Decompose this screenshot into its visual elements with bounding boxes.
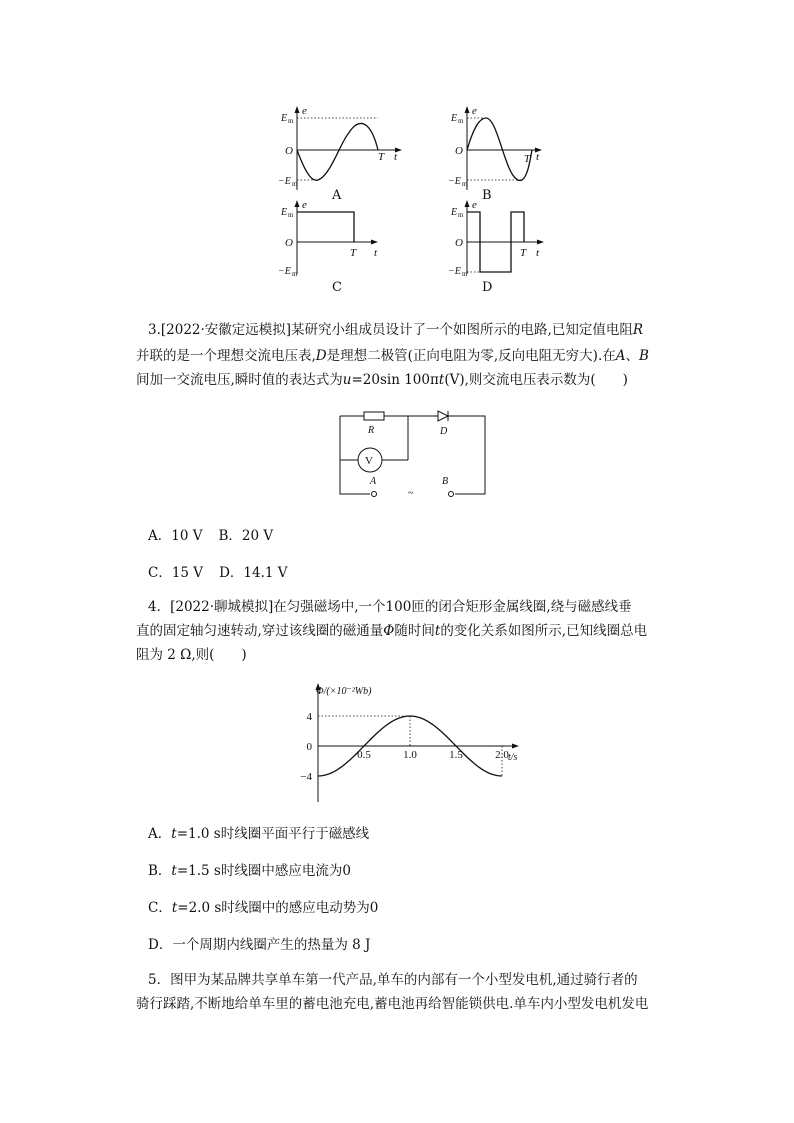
e-axis-label: e: [472, 199, 477, 211]
q3-option-c: C．15 V: [148, 565, 204, 581]
t-axis-label: t: [374, 247, 378, 259]
x-tick-label: 1.0: [403, 749, 417, 761]
q5-line-2: 骑行踩踏,不断地给单车里的蓄电池充电,蓄电池再给智能锁供电.单车内小型发电机发电: [136, 996, 649, 1012]
x-tick-label: 0.5: [357, 749, 371, 761]
neg-em-sub: m: [462, 270, 468, 276]
x-axis-label: t/s: [508, 752, 518, 763]
graph-d: [448, 198, 578, 276]
q3-option-a: A．10 V: [148, 528, 203, 544]
T-label: T: [524, 153, 531, 165]
q4-option-a: A．t=1.0 s时线圈平面平行于磁感线: [148, 826, 370, 842]
label-a: A: [370, 476, 377, 487]
terminal-b: [449, 492, 454, 497]
neg-em-label: −E: [448, 176, 461, 187]
q3-line-1: 3.[2022·安徽定远模拟]某研究小组成员设计了一个如图所示的电路,已知定值电阻R: [148, 322, 644, 338]
neg-em-sub: m: [292, 180, 298, 188]
neg-em-label: −E: [278, 176, 291, 187]
y-axis-label: Φ/(×10⁻²Wb): [316, 686, 372, 697]
e-axis-label: e: [302, 105, 307, 117]
neg-em-sub: m: [292, 270, 298, 276]
t-axis-label: t: [536, 247, 540, 259]
ac-tilde: ~: [408, 488, 414, 499]
resistor: [364, 412, 384, 420]
origin-label: O: [455, 145, 463, 157]
circuit-diagram: [330, 408, 495, 503]
q4-line-1: 4．[2022·聊城模拟]在匀强磁场中,一个100匝的闭合矩形金属线圈,绕与磁感线垂: [148, 599, 632, 615]
q4-line-2: 直的固定轴匀速转动,穿过该线圈的磁通量Φ随时间t的变化关系如图所示,已知线圈总电: [136, 623, 648, 639]
label-r: R: [368, 425, 375, 436]
neg-em-label: −E: [448, 266, 461, 276]
t-axis-label: t: [394, 151, 398, 163]
q3-options-row-2: [148, 561, 288, 581]
y-tick-label: 4: [306, 711, 312, 723]
em-label: E: [281, 207, 288, 218]
neg-em-sub: m: [462, 180, 468, 188]
q4-option-c: C．t=2.0 s时线圈中的感应电动势为0: [148, 900, 379, 916]
em-label: E: [451, 207, 458, 218]
neg-em-label: −E: [278, 266, 291, 276]
q3-option-b: B．20 V: [218, 528, 274, 544]
em-sub: m: [288, 117, 294, 125]
em-sub: m: [288, 211, 294, 219]
q4-option-d: D．一个周期内线圈产生的热量为 8 J: [148, 937, 371, 953]
flux-chart: [290, 680, 530, 804]
graph-b: [448, 104, 578, 204]
y-tick-label: 0: [306, 741, 312, 753]
em-label: E: [451, 113, 458, 124]
y-tick-label: −4: [300, 771, 312, 783]
diode: [438, 411, 448, 421]
x-tick-label: 1.5: [449, 749, 463, 761]
t-axis-label: t: [536, 151, 540, 163]
label-d: D: [440, 426, 448, 437]
caption-b: B: [482, 188, 492, 203]
caption-c: C: [332, 280, 342, 295]
q3-option-d: D．14.1 V: [219, 565, 288, 581]
origin-label: O: [285, 145, 293, 157]
T-label: T: [520, 247, 527, 259]
e-axis-label: e: [302, 199, 307, 211]
q3-options-row-1: [148, 524, 273, 544]
caption-a: A: [332, 188, 342, 203]
em-sub: m: [458, 117, 464, 125]
em-label: E: [281, 113, 288, 124]
label-v: V: [365, 455, 373, 467]
caption-d: D: [482, 280, 493, 295]
origin-label: O: [285, 237, 293, 249]
em-sub: m: [458, 211, 464, 219]
T-label: T: [378, 151, 385, 163]
q5-line-1: 5．图甲为某品牌共享单车第一代产品,单车的内部有一个小型发电机,通过骑行者的: [148, 972, 638, 988]
q4-option-b: B．t=1.5 s时线圈中感应电流为0: [148, 863, 351, 879]
e-axis-label: e: [472, 105, 477, 117]
graph-c: [278, 198, 408, 276]
label-b: B: [442, 476, 449, 487]
origin-label: O: [455, 237, 463, 249]
graph-a: [278, 104, 408, 204]
q4-line-3: 阻为 2 Ω,则( ): [136, 647, 247, 663]
terminal-a: [372, 492, 377, 497]
q3-line-3: 间加一交流电压,瞬时值的表达式为u=20sin 100πt(V),则交流电压表示数为( ): [136, 372, 628, 388]
x-tick-label: 2.0: [495, 749, 509, 761]
T-label: T: [350, 247, 357, 259]
q3-line-2: 并联的是一个理想交流电压表,D是理想二极管(正向电阻为零,反向电阻无穷大).在A、B: [136, 348, 649, 364]
